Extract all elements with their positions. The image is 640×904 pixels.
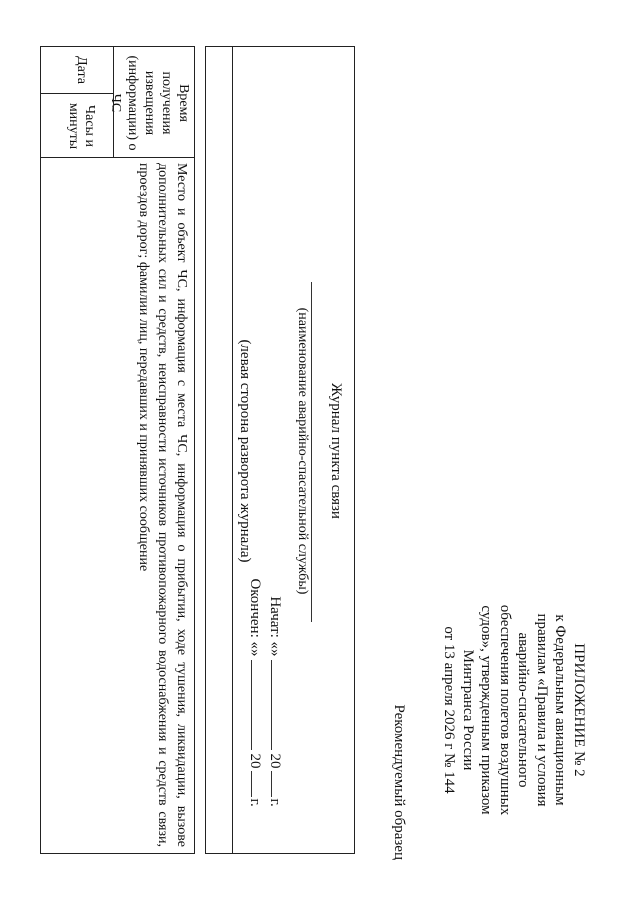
- quote-close: »: [267, 649, 283, 657]
- spread-caption: (левая сторона разворота журнала): [237, 339, 253, 563]
- column-divider: [41, 157, 194, 158]
- appendix-line: ПРИЛОЖЕНИЕ № 2: [571, 643, 587, 777]
- service-name-caption: (наименование аварийно-спасательной службы): [295, 307, 310, 595]
- date-column-header: Дата: [74, 56, 89, 84]
- started-year-blank: [271, 771, 285, 797]
- header-row-divider: [113, 47, 114, 157]
- journal-table-header: [40, 46, 195, 854]
- appendix-line: от 13 апреля 2026 г № 144: [441, 626, 458, 794]
- appendix-line: судов», утвержденным приказом: [478, 605, 495, 815]
- ended-year-blank: [251, 771, 265, 797]
- ended-date-blank: [251, 660, 265, 750]
- started-date-blank: [271, 660, 285, 750]
- appendix-line: к Федеральным авиационным: [552, 614, 569, 806]
- appendix-line: аварийно-спасательного: [515, 632, 532, 788]
- service-name-line: [311, 282, 312, 622]
- title-box-divider: [232, 47, 233, 853]
- started-label: Начат: «: [267, 596, 283, 649]
- journal-title-box: [205, 46, 355, 854]
- year-prefix: 20: [267, 753, 283, 769]
- appendix-line: Минтранса России: [460, 649, 476, 771]
- journal-title: Журнал пункта связи: [328, 383, 344, 519]
- subcolumn-divider: [41, 93, 114, 94]
- place-object-column-header: Место и объект ЧС, информация с места ЧС, информация о прибытии, ходе тушения, ликвидации, вызове дополнительных сил и средств, неисправности источников противопожарного водоснабжения и средств связи, проездов дорог; фамилии лиц, передавших и принявших сообщение: [136, 163, 189, 847]
- time-received-header: Время получения извещения (информации) о ЧС: [108, 55, 191, 151]
- quote-close: »: [247, 649, 263, 657]
- year-prefix: 20: [247, 753, 263, 769]
- ended-label: Окончен: «: [247, 578, 263, 649]
- hours-minutes-column-header: Часы и минуты: [66, 102, 97, 150]
- appendix-line: обеспечения полетов воздушных: [497, 604, 513, 816]
- sample-label: Рекомендуемый образец: [391, 704, 407, 860]
- appendix-line: правилам «Правила и условия: [534, 613, 550, 807]
- year-suffix: г.: [247, 798, 263, 807]
- appendix-header: [440, 560, 588, 860]
- year-suffix: г.: [267, 798, 283, 807]
- started-row: [265, 557, 285, 847]
